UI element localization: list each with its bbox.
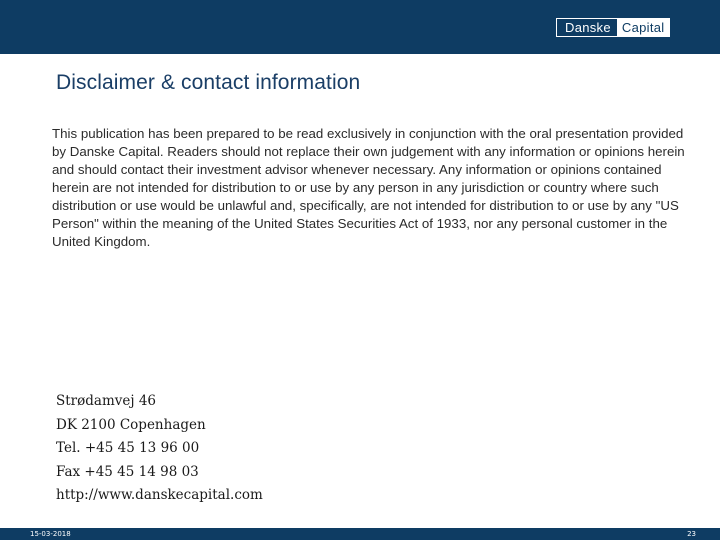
contact-website-link[interactable]: http://www.danskecapital.com <box>56 487 263 503</box>
page-number: 23 <box>687 530 696 538</box>
logo-capital-text: Capital <box>618 19 670 36</box>
disclaimer-text: This publication has been prepared to be read exclusively in conjunction with the oral presentation provided by Danske Capital. Readers should not replace their own judgement with any information or opinions herein and should contact their investment advisor whenever necessary. Any information or opinions contained herein are not intended for distribution to or use by any person in any jurisdiction or country where such distribution or use would be unlawful and, specifically, are not intended for distribution to or use by any "US Person" within the meaning of the United States Securities Act of 1933, nor any personal customer in the United Kingdom. <box>52 126 685 249</box>
contact-street: Strødamvej 46 <box>56 393 157 409</box>
logo-danske-text: Danske <box>557 19 618 36</box>
footer-bar <box>0 528 720 540</box>
footer-date: 15-03-2018 <box>30 530 71 538</box>
danske-capital-logo <box>556 18 670 37</box>
contact-fax: Fax +45 45 14 98 03 <box>56 463 199 480</box>
contact-city: DK 2100 Copenhagen <box>56 416 206 433</box>
contact-block <box>56 390 263 508</box>
contact-phone: Tel. +45 45 13 96 00 <box>56 440 200 456</box>
header-bar <box>0 0 720 54</box>
page-title: Disclaimer & contact information <box>56 71 361 94</box>
